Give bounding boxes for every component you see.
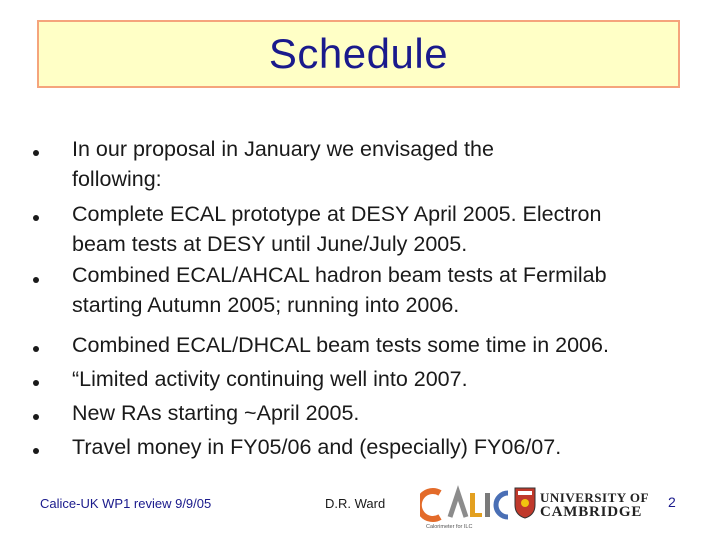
bullet-text xyxy=(72,199,692,259)
title-box xyxy=(37,20,680,88)
bullet-line: starting Autumn 2005; running into 2006. xyxy=(72,293,460,317)
bullet-text xyxy=(72,330,692,360)
bullet-text xyxy=(72,260,692,320)
university-line1: UNIVERSITY OF xyxy=(540,490,649,505)
calice-tagline: Calorimeter for ILC xyxy=(426,524,473,530)
cambridge-crest-icon xyxy=(514,487,536,519)
footer-author: D.R. Ward xyxy=(325,496,386,511)
bullet-icon xyxy=(33,380,39,386)
bullet-line: Travel money in FY05/06 and (especially) FY06/07. xyxy=(72,435,562,459)
bullet-icon xyxy=(33,150,39,156)
university-logo-text xyxy=(540,490,649,520)
slide-title: Schedule xyxy=(268,30,449,77)
bullet-line: Combined ECAL/DHCAL beam tests some time in 2006. xyxy=(72,333,609,357)
bullet-text xyxy=(72,134,692,194)
bullet-text xyxy=(72,432,692,462)
bullet-icon xyxy=(33,215,39,221)
university-line2: CAMBRIDGE xyxy=(540,504,643,520)
bullet-line: following: xyxy=(72,167,162,191)
bullet-icon xyxy=(33,277,39,283)
bullet-text xyxy=(72,398,692,428)
calice-logo xyxy=(420,485,512,531)
bullet-text xyxy=(72,364,692,394)
bullet-line: Complete ECAL prototype at DESY April 2005. Electron xyxy=(72,202,602,226)
bullet-line: In our proposal in January we envisaged the xyxy=(72,137,494,161)
footer-review: Calice-UK WP1 review 9/9/05 xyxy=(40,496,212,511)
bullet-line: Combined ECAL/AHCAL hadron beam tests at Fermilab xyxy=(72,263,607,287)
bullet-icon xyxy=(33,346,39,352)
page-number: 2 xyxy=(668,494,676,510)
bullet-line: beam tests at DESY until June/July 2005. xyxy=(72,232,468,256)
bullet-icon xyxy=(33,448,39,454)
bullet-icon xyxy=(33,414,39,420)
bullet-line: New RAs starting ~April 2005. xyxy=(72,401,360,425)
bullet-line: “Limited activity continuing well into 2007. xyxy=(72,367,468,391)
